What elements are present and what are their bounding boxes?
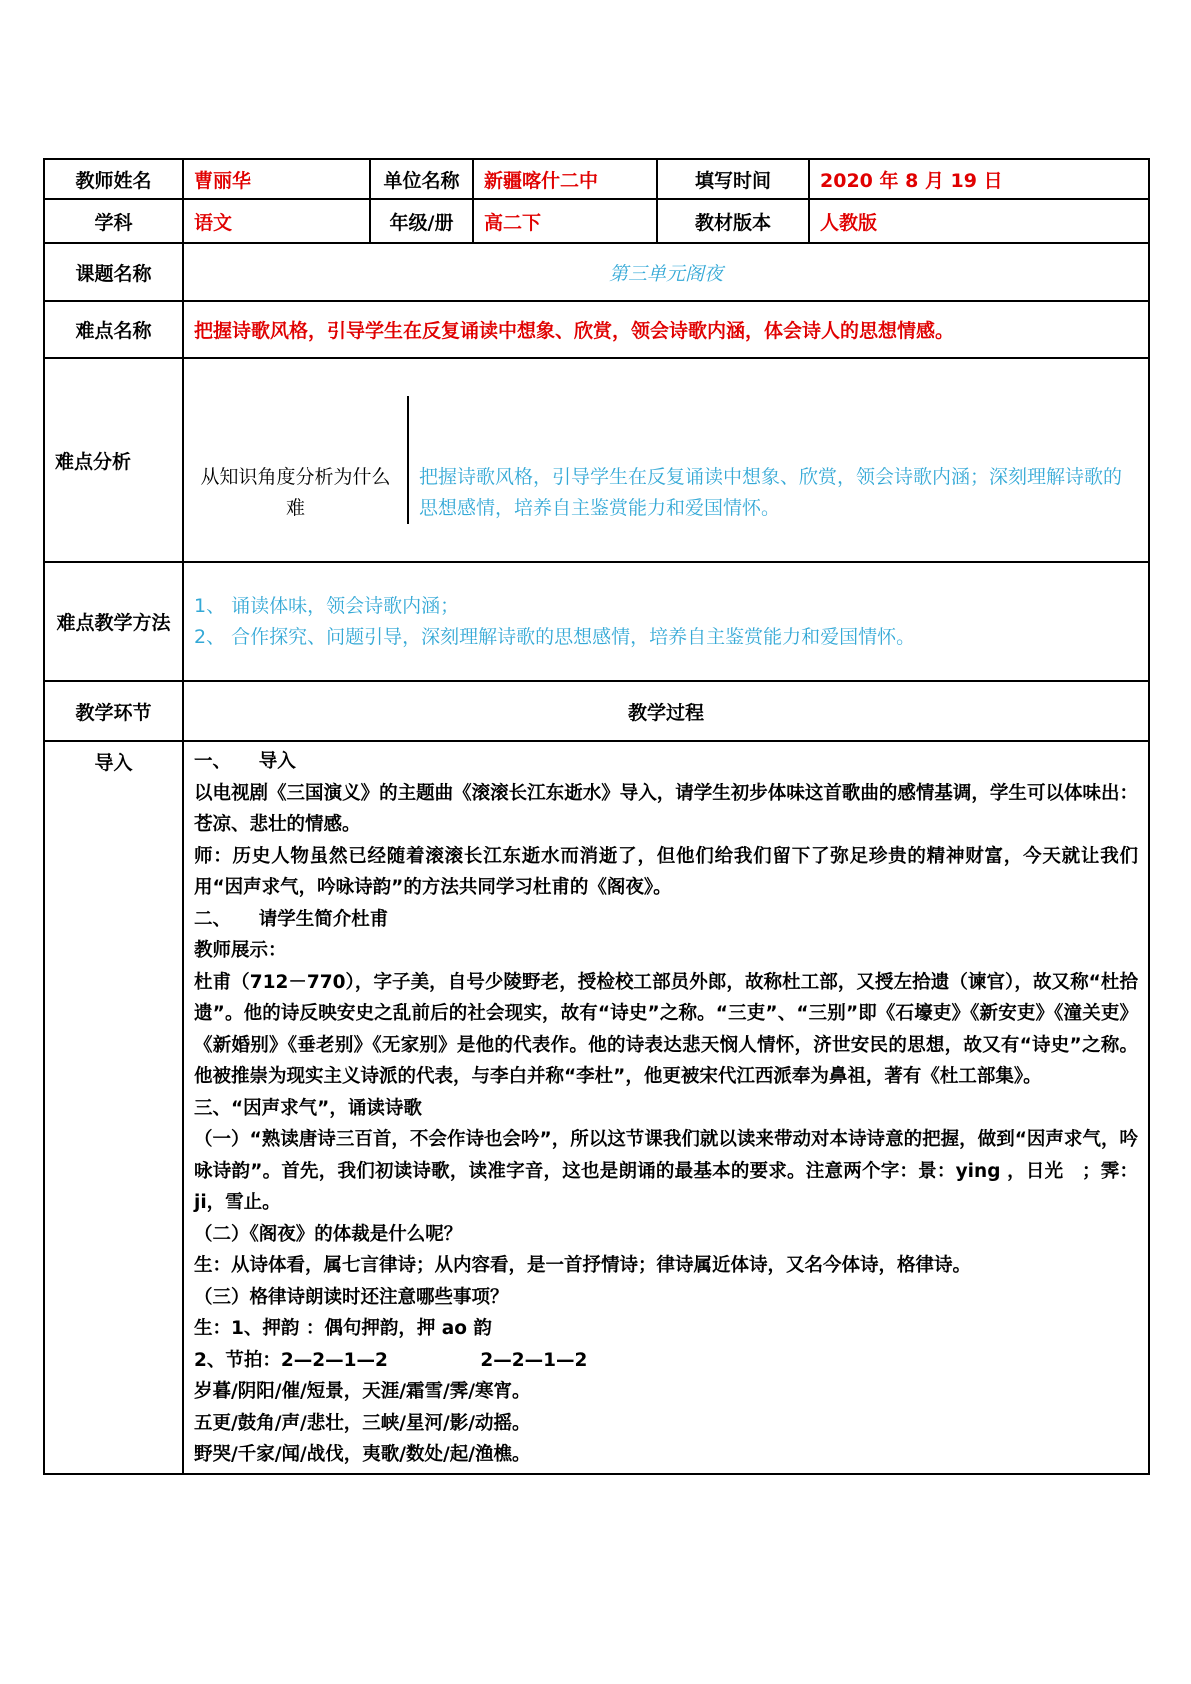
difficulty-row bbox=[44, 301, 1149, 358]
unit-label: 单位名称 bbox=[370, 159, 473, 199]
process-line: 以电视剧《三国演义》的主题曲《滚滚长江东逝水》导入，请学生初步体味这首歌曲的感情基调，学生可以体味出：苍凉、悲壮的情感。 bbox=[194, 782, 1138, 835]
method-item: 1、 诵读体味，领会诗歌内涵； bbox=[194, 594, 460, 617]
process-line: 2、节拍：2—2—1—2 2—2—1—2 bbox=[194, 1349, 588, 1371]
analysis-inner-table bbox=[184, 396, 1148, 524]
grade-value: 高二下 bbox=[473, 199, 657, 243]
process-line: （二）《阁夜》的体裁是什么呢？ bbox=[194, 1223, 463, 1245]
process-line: 杜甫（712－770），字子美，自号少陵野老，授检校工部员外郎，故称杜工部，又授左拾遗（谏官），故又称“杜拾遗”。他的诗反映安史之乱前后的社会现实，故有“诗史”之称。“三吏”、“三别”即《石壕吏》《新安吏》《潼关吏》《新婚别》《垂老别》《无家别》是他的代表作。他的诗表达悲天悯人情怀，济世安民的思想，故又有“诗史”之称。他被推崇为现实主义诗派的代表，与李白并称“李杜”，他更被宋代江西派奉为鼻祖，著有《杜工部集》。 bbox=[194, 971, 1138, 1087]
process-line: （一）“熟读唐诗三百首，不会作诗也会吟”，所以这节课我们就以读来带动对本诗诗意的把握，做到“因声求气，吟咏诗韵”。首先，我们初读诗歌，读准字音，这也是朗诵的最基本的要求。注意两个字：景：ying ，日光 ；霁：ji，雪止。 bbox=[194, 1129, 1138, 1213]
process-row bbox=[44, 741, 1149, 1474]
subject-value: 语文 bbox=[183, 199, 370, 243]
difficulty-label: 难点名称 bbox=[44, 301, 183, 358]
fill-date: 2020 年 8 月 19 日 bbox=[809, 159, 1149, 199]
unit-name: 新疆喀什二中 bbox=[473, 159, 657, 199]
header-row-1 bbox=[44, 159, 1149, 199]
process-line: 一、 导入 bbox=[194, 751, 296, 772]
process-line: 野哭/千家/闻/战伐，夷歌/数处/起/渔樵。 bbox=[194, 1444, 531, 1465]
edition-value: 人教版 bbox=[809, 199, 1149, 243]
method-label: 难点教学方法 bbox=[44, 562, 183, 681]
process-line: 二、 请学生简介杜甫 bbox=[194, 908, 389, 930]
process-line: 三、“因声求气”，诵读诗歌 bbox=[194, 1097, 422, 1119]
difficulty-value: 把握诗歌风格，引导学生在反复诵读中想象、欣赏，领会诗歌内涵，体会诗人的思想情感。 bbox=[183, 301, 1149, 358]
process-line: 教师展示： bbox=[194, 940, 287, 961]
process-line: 生：1、押韵 ：偶句押韵，押 ao 韵 bbox=[194, 1318, 492, 1339]
process-content bbox=[183, 741, 1149, 1474]
process-line: 岁暮/阴阳/催/短景，天涯/霜雪/霁/寒宵。 bbox=[194, 1381, 531, 1402]
analysis-text: 把握诗歌风格，引导学生在反复诵读中想象、欣赏，领会诗歌内涵；深刻理解诗歌的思想感情，培养自主鉴赏能力和爱国情怀。 bbox=[419, 466, 1123, 519]
subject-label: 学科 bbox=[44, 199, 183, 243]
teacher-label: 教师姓名 bbox=[44, 159, 183, 199]
stage-name: 导入 bbox=[44, 741, 183, 1474]
analysis-sublabel: 从知识角度分析为什么难 bbox=[184, 396, 408, 524]
process-line: 五更/鼓角/声/悲壮，三峡/星河/影/动摇。 bbox=[194, 1412, 531, 1434]
topic-label: 课题名称 bbox=[44, 243, 183, 301]
header-row-2 bbox=[44, 199, 1149, 243]
lesson-plan-table bbox=[43, 158, 1150, 1475]
process-line: 师：历史人物虽然已经随着滚滚长江东逝水而消逝了，但他们给我们留下了弥足珍贵的精神财富，今天就让我们用“因声求气，吟咏诗韵”的方法共同学习杜甫的《阁夜》。 bbox=[194, 845, 1138, 898]
stage-header: 教学环节 bbox=[44, 681, 183, 741]
method-cell bbox=[183, 562, 1149, 681]
process-line: （三）格律诗朗读时还注意哪些事项？ bbox=[194, 1286, 509, 1308]
analysis-row bbox=[44, 358, 1149, 562]
date-label: 填写时间 bbox=[657, 159, 809, 199]
method-item: 2、 合作探究、问题引导，深刻理解诗歌的思想感情，培养自主鉴赏能力和爱国情怀。 bbox=[194, 625, 916, 648]
grade-label: 年级/册 bbox=[370, 199, 473, 243]
analysis-cell bbox=[183, 358, 1149, 562]
topic-row bbox=[44, 243, 1149, 301]
process-header: 教学过程 bbox=[183, 681, 1149, 741]
method-row bbox=[44, 562, 1149, 681]
topic-value: 第三单元阁夜 bbox=[183, 243, 1149, 301]
edition-label: 教材版本 bbox=[657, 199, 809, 243]
process-header-row bbox=[44, 681, 1149, 741]
process-line: 生：从诗体看，属七言律诗；从内容看，是一首抒情诗；律诗属近体诗，又名今体诗，格律诗。 bbox=[194, 1255, 972, 1276]
teacher-name: 曹丽华 bbox=[183, 159, 370, 199]
analysis-label: 难点分析 bbox=[44, 358, 183, 562]
